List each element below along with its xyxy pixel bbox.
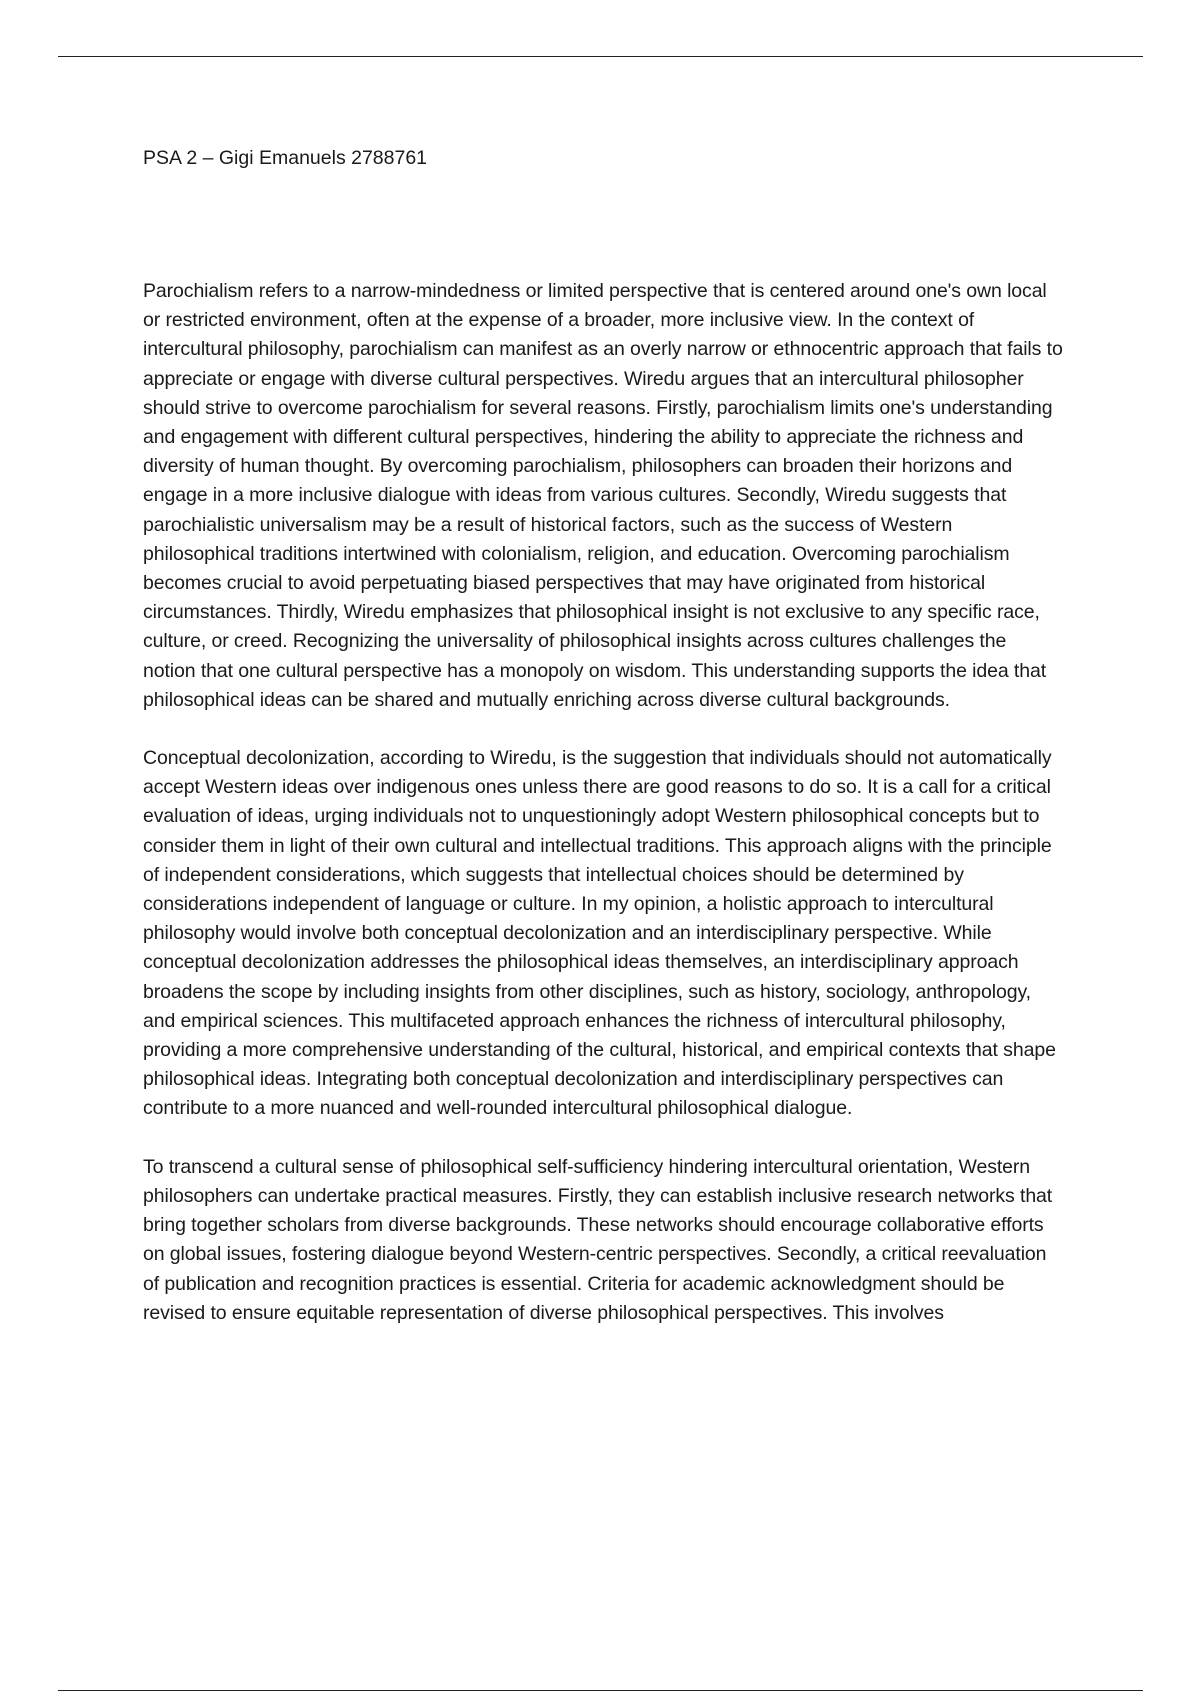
bottom-rule — [58, 1690, 1143, 1691]
top-rule — [58, 56, 1143, 57]
paragraph-practical-measures: To transcend a cultural sense of philosophical self-sufficiency hindering intercultural orientation, Western philosophers can undertake practical measures. Firstly, they can establish inclusive research networks that bring together scholars from diverse backgrounds. These networks should encourage collaborative efforts on global issues, fostering dialogue beyond Western-centric perspectives. Secondly, a critical reevaluation of publication and recognition practices is essential. Criteria for academic acknowledgment should be revised to ensure equitable representation of diverse philosophical perspectives. This involves — [143, 1155, 1053, 1324]
document-header: PSA 2 – Gigi Emanuels 2788761 — [143, 147, 428, 169]
body-text — [143, 277, 1063, 1328]
paragraph-conceptual-decolonization: Conceptual decolonization, according to Wiredu, is the suggestion that individuals should not automatically accept Western ideas over indigenous ones unless there are good reasons to do so. It is a call for a critical evaluation of ideas, urging individuals not to unquestioningly adopt Western philosophical concepts but to consider them in light of their own cultural and intellectual traditions. This approach aligns with the principle of independent considerations, which suggests that intellectual choices should be determined by considerations independent of language or culture. In my opinion, a holistic approach to intercultural philosophy would involve both conceptual decolonization and an interdisciplinary perspective. While conceptual decolonization addresses the philosophical ideas themselves, an interdisciplinary approach broadens the scope by including insights from other disciplines, such as history, sociology, anthropology, and empirical sciences. This multifaceted approach enhances the richness of intercultural philosophy, providing a more comprehensive understanding of the cultural, historical, and empirical contexts that shape philosophical ideas. Integrating both conceptual decolonization and interdisciplinary perspectives can contribute to a more nuanced and well-rounded intercultural philosophical dialogue. — [143, 747, 1056, 1120]
paragraph-parochialism: Parochialism refers to a narrow-mindedness or limited perspective that is centered around one's own local or restricted environment, often at the expense of a broader, more inclusive view. In the context of intercultural philosophy, parochialism can manifest as an overly narrow or ethnocentric approach that fails to appreciate or engage with diverse cultural perspectives. Wiredu argues that an intercultural philosopher should strive to overcome parochialism for several reasons. Firstly, parochialism limits one's understanding and engagement with different cultural perspectives, hindering the ability to appreciate the richness and diversity of human thought. By overcoming parochialism, philosophers can broaden their horizons and engage in a more inclusive dialogue with ideas from various cultures. Secondly, Wiredu suggests that parochialistic universalism may be a result of historical factors, such as the success of Western philosophical traditions intertwined with colonialism, religion, and education. Overcoming parochialism becomes crucial to avoid perpetuating biased perspectives that may have originated from historical circumstances. Thirdly, Wiredu emphasizes that philosophical insight is not exclusive to any specific race, culture, or creed. Recognizing the universality of philosophical insights across cultures challenges the notion that one cultural perspective has a monopoly on wisdom. This understanding supports the idea that philosophical ideas can be shared and mutually enriching across diverse cultural backgrounds. — [143, 280, 1063, 711]
page-content — [143, 143, 1063, 1357]
